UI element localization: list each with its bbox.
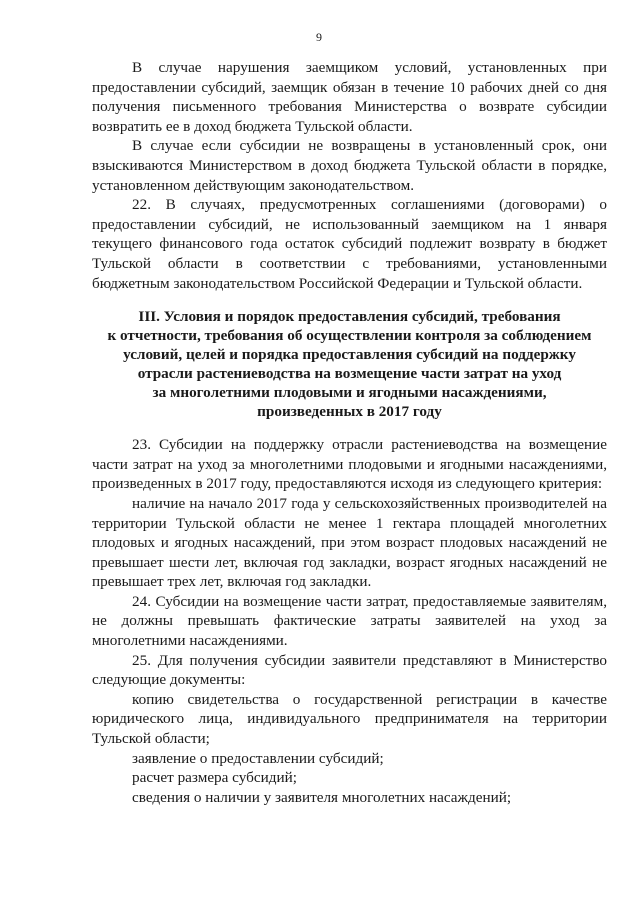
paragraph: наличие на начало 2017 года у сельскохозяйственных производителей на территории Тульской области не менее 1 гектара площадей многолетних плодовых и ягодных насаждений, при этом возраст плодовых насаждений не превышает шести лет, включая год закладки, возраст ягодных насаждений не превышает трех лет, включая год закладки. [92,494,607,591]
paragraph: В случае нарушения заемщиком условий, установленных при предоставлении субсидий, заемщик обязан в течение 10 рабочих дней со дня получения письменного требования Министерства о возврате субсидии возвратить ее в доход бюджета Тульской области. [92,59,607,135]
document-body [92,58,607,807]
page-number: 9 [316,30,322,44]
heading-line: произведенных в 2017 году [257,403,442,421]
paragraph-23: 23. Субсидии на поддержку отрасли растениеводства на возмещение части затрат на уход за многолетними плодовыми и ягодными насаждениями, произведенных в 2017 году, предоставляются исходя из следующего критерия: [92,436,607,493]
heading-line: III. Условия и порядок предоставления субсидий, требования [138,308,561,326]
heading-line: к отчетности, требования об осуществлении контроля за соблюдением [107,327,592,345]
paragraph-22: 22. В случаях, предусмотренных соглашениями (договорами) о предоставлении субсидий, не использованный заемщиком на 1 января текущего финансового года остаток субсидий подлежит возврату в бюджет Тульской области в соответствии с требованиями, установленными бюджетным законодательством Российской Федерации и Тульской области. [92,196,607,292]
heading-line: отрасли растениеводства на возмещение части затрат на уход [137,365,562,383]
list-item: копию свидетельства о государственной регистрации в качестве юридического лица, индивидуального предпринимателя на территории Тульской области; [92,690,607,748]
heading-line: за многолетними плодовыми и ягодными насаждениями, [152,384,547,402]
paragraph: В случае если субсидии не возвращены в установленный срок, они взыскиваются Министерством в доход бюджета Тульской области в порядке, установленном действующим законодательством. [92,137,607,194]
paragraph-25: 25. Для получения субсидии заявители представляют в Министерство следующие документы: [92,651,607,689]
paragraph-24: 24. Субсидии на возмещение части затрат, предоставляемые заявителям, не должны превышать фактические затраты заявителей на уход за многолетними насаждениями. [92,592,607,650]
section-heading [92,307,607,421]
list-item: заявление о предоставлении субсидий; [132,749,384,767]
heading-line: условий, целей и порядка предоставления субсидий на поддержку [123,346,576,364]
list-item: сведения о наличии у заявителя многолетних насаждений; [132,788,512,806]
list-item: расчет размера субсидий; [132,769,297,787]
